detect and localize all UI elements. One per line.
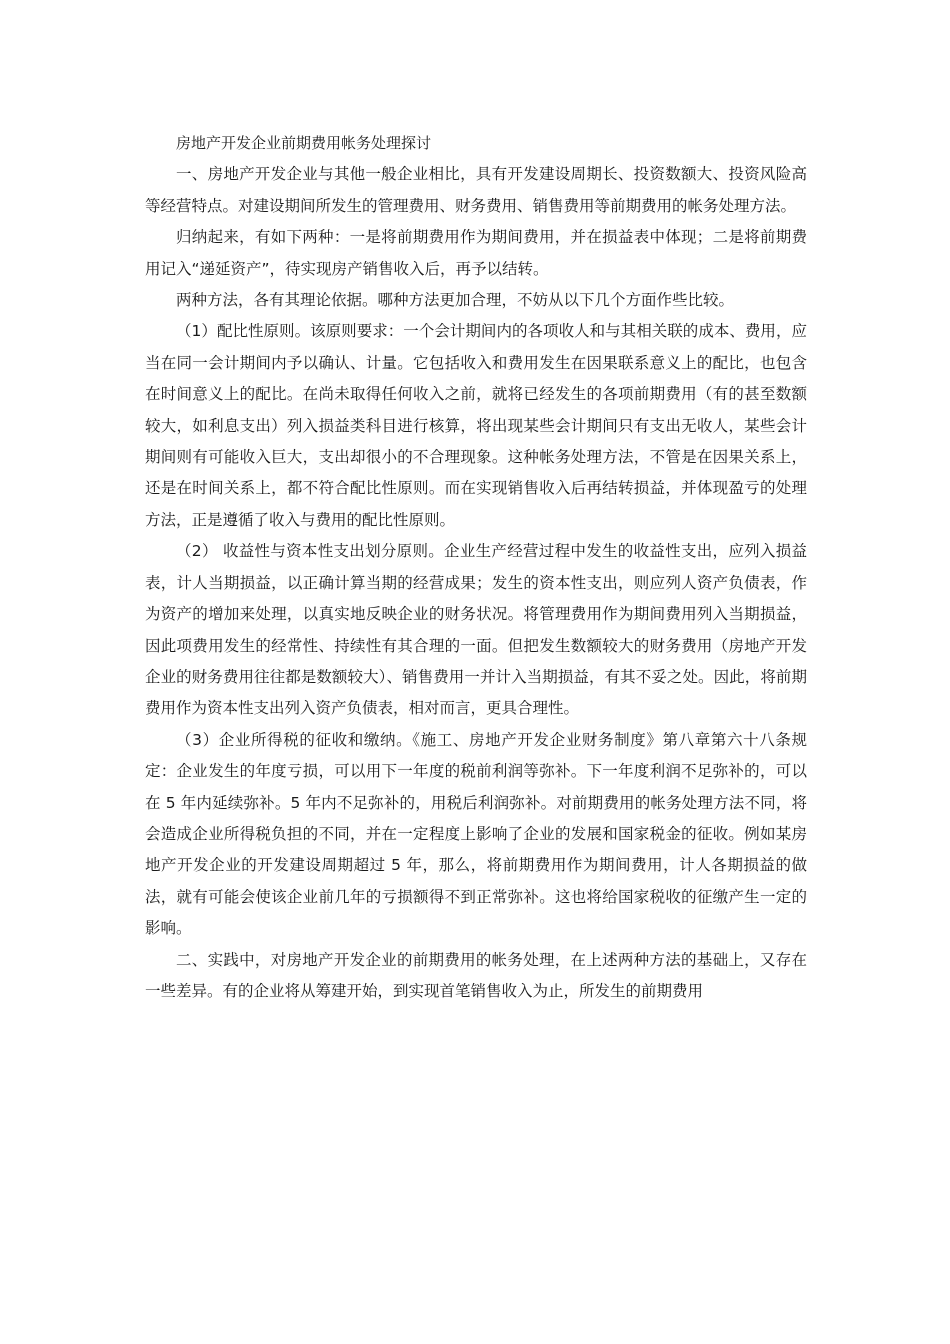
paragraph-expenditure-principle: （2） 收益性与资本性支出划分原则。企业生产经营过程中发生的收益性支出，应列入损益表，计人当期损益，以正确计算当期的经营成果；发生的资本性支出，则应列人资产负债表，作为资产的增加来处理，以真实地反映企业的财务状况。将管理费用作为期间费用列入当期损益，因此项费用发生的经常性、持续性有其合理的一面。但把发生数额较大的财务费用（房地产开发企业的财务费用往往都是数额较大）、销售费用一并计入当期损益，有其不妥之处。因此，将前期费用作为资本性支出列入资产负债表，相对而言，更具合理性。 [145, 542, 807, 718]
document-body [145, 128, 807, 1007]
paragraph-comparison: 两种方法，各有其理论依据。哪种方法更加合理，不妨从以下几个方面作些比较。 [176, 291, 735, 310]
paragraph-intro: 一、房地产开发企业与其他一般企业相比，具有开发建设周期长、投资数额大、投资风险高等经营特点。对建设期间所发生的管理费用、财务费用、销售费用等前期费用的帐务处理方法。 [145, 165, 807, 215]
paragraph-two-methods: 归纳起来，有如下两种：一是将前期费用作为期间费用，并在损益表中体现；二是将前期费用记入“递延资产”，待实现房产销售收入后，再予以结转。 [145, 228, 807, 278]
paragraph-practice: 二、实践中，对房地产开发企业的前期费用的帐务处理，在上述两种方法的基础上，又存在一些差异。有的企业将从筹建开始，到实现首笔销售收入为止，所发生的前期费用 [145, 950, 807, 1000]
paragraph-income-tax: （3）企业所得税的征收和缴纳。《施工、房地产开发企业财务制度》第八章第六十八条规定：企业发生的年度亏损，可以用下一年度的税前利润等弥补。下一年度利润不足弥补的，可以在 5 年内延续弥补。5 年内不足弥补的，用税后利润弥补。对前期费用的帐务处理方法不同，将会造成企业所得税负担的不同，并在一定程度上影响了企业的发展和国家税金的征收。例如某房地产开发企业的开发建设周期超过 5 年，那么，将前期费用作为期间费用，计人各期损益的做法，就有可能会使该企业前几年的亏损额得不到正常弥补。这也将给国家税收的征缴产生一定的影响。 [145, 730, 807, 938]
document-title: 房地产开发企业前期费用帐务处理探讨 [176, 134, 432, 152]
paragraph-matching-principle: （1）配比性原则。该原则要求：一个会计期间内的各项收人和与其相关联的成本、费用，应当在同一会计期间内予以确认、计量。它包括收入和费用发生在因果联系意义上的配比，也包含在时间意义上的配比。在尚未取得任何收入之前，就将已经发生的各项前期费用（有的甚至数额较大，如利息支出）列入损益类科目进行核算，将出现某些会计期间只有支出无收人，某些会计期间则有可能收入巨大，支出却很小的不合理现象。这种帐务处理方法，不管是在因果关系上，还是在时间关系上，都不符合配比性原则。而在实现销售收入后再结转损益，并体现盈亏的处理方法，正是遵循了收入与费用的配比性原则。 [145, 322, 807, 529]
